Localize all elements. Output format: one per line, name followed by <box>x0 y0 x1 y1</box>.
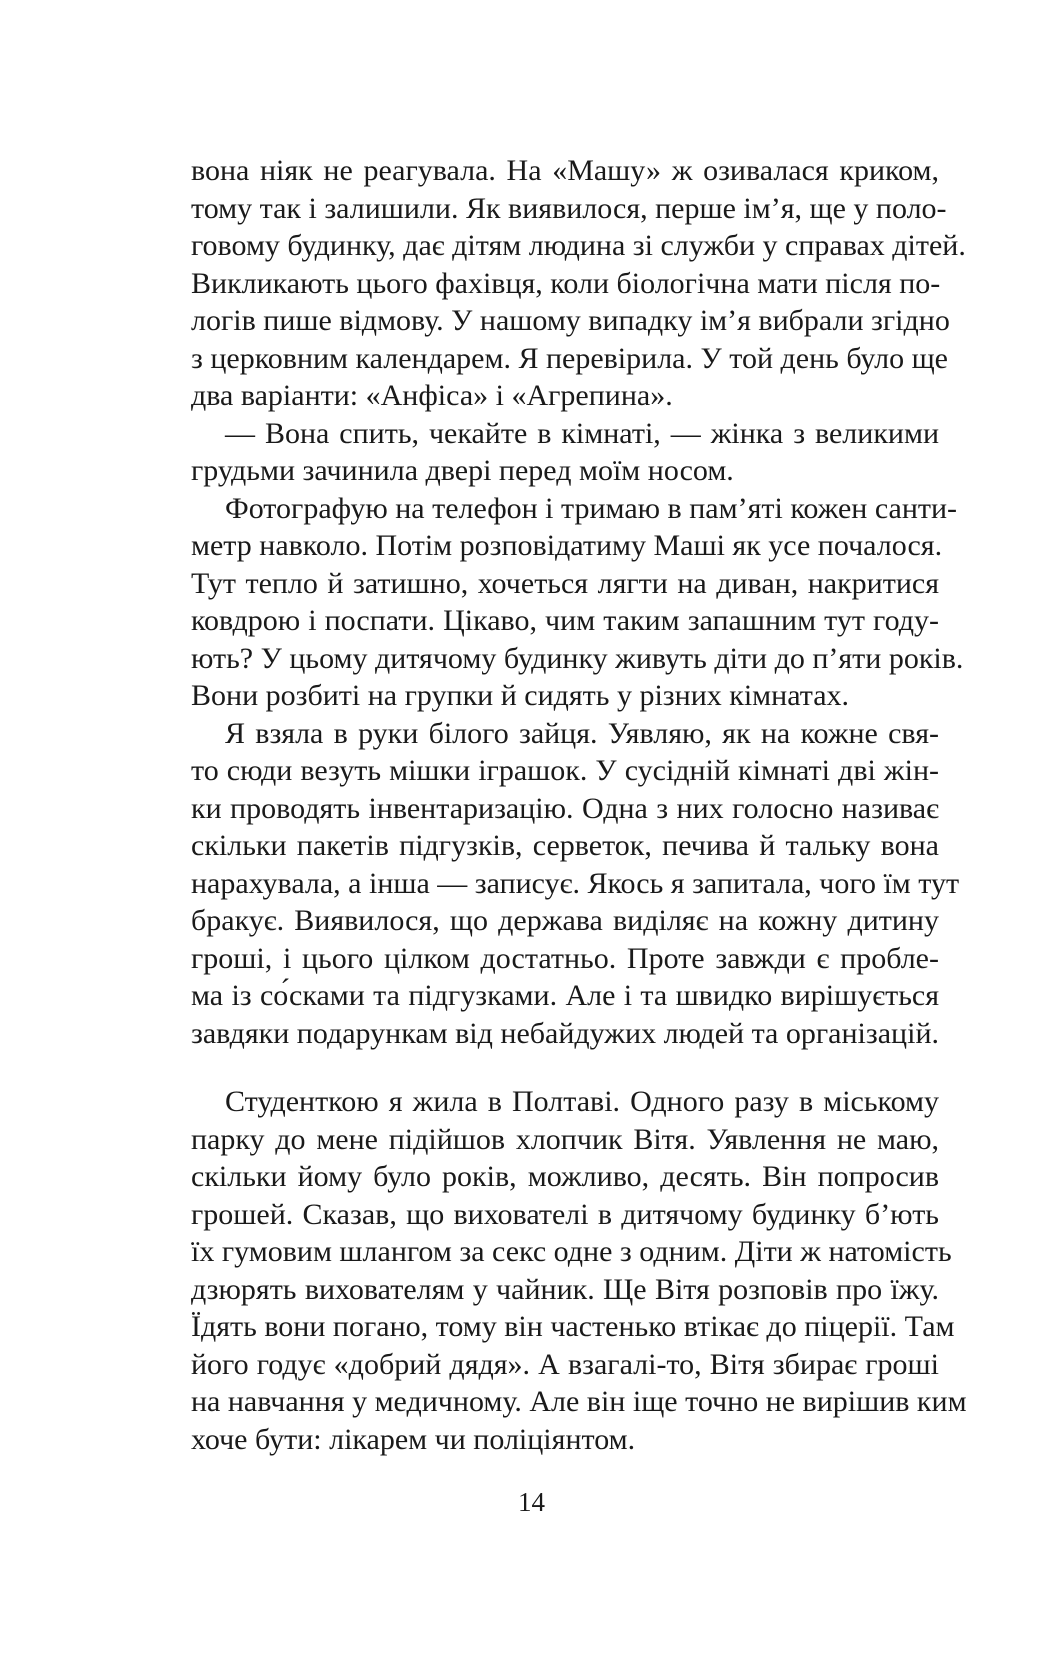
text-line: гроші, і цього цілком достатньо. Проте завжди є пробле- <box>191 941 939 975</box>
text-line: з церковним календарем. Я перевірила. У той день було ще <box>191 341 949 375</box>
text-line: парку до мене підійшов хлопчик Вітя. Уявлення не маю, <box>191 1122 939 1156</box>
text-line: Тут тепло й затишно, хочеться лягти на диван, накритися <box>191 566 939 600</box>
text-line: Фотографую на телефон і тримаю в пам’яті кожен санти- <box>225 491 958 525</box>
text-line: дзюрять вихователям у чайник. Ще Вітя розповів про їжу. <box>191 1272 939 1306</box>
text-line: Викликають цього фахівця, коли біологічна мати після по- <box>191 266 941 300</box>
text-line: логів пише відмову. У нашому випадку ім’я вибрали згідно <box>191 304 950 337</box>
text-line: нарахувала, а інша — записує. Якось я запитала, чого їм тут <box>191 866 960 900</box>
text-line: ма із со́сками та підгузками. Але і та швидко вирішується <box>191 979 939 1012</box>
text-block-second <box>191 1083 967 1458</box>
text-line: Вони розбиті на групки й сидять у різних кімнатах. <box>191 679 850 712</box>
text-line: завдяки подарункам від небайдужих людей та організацій. <box>191 1016 939 1050</box>
text-block-first <box>191 152 966 1052</box>
text-line: ють? У цьому дитячому будинку живуть діти до п’яти років. <box>191 641 964 675</box>
text-line: на навчання у медичному. Але він іще точно не вирішив ким <box>191 1385 967 1418</box>
text-line: два варіанти: «Анфіса» і «Агрепина». <box>191 379 673 412</box>
text-line: метр навколо. Потім розповідатиму Маші як усе почалося. <box>191 529 943 562</box>
text-line: грошей. Сказав, що вихователі в дитячому будинку б’ють <box>191 1197 939 1231</box>
text-line: ковдрою і поспати. Цікаво, чим таким запашним тут году- <box>191 604 939 637</box>
text-line: їх гумовим шлангом за секс одне з одним. Діти ж натомість <box>191 1235 952 1268</box>
page-number: 14 <box>518 1487 545 1517</box>
text-line: тому так і залишили. Як виявилося, перше ім’я, ще у поло- <box>191 191 947 225</box>
text-line: його годує «добрий дядя». А взагалі-то, Вітя збирає гроші <box>191 1347 939 1381</box>
text-line: скільки йому було років, можливо, десять. Він попросив <box>191 1160 939 1193</box>
text-line: то сюди везуть мішки іграшок. У сусідній кімнаті дві жін- <box>191 754 939 787</box>
text-line: ки проводять інвентаризацію. Одна з них голосно називає <box>191 791 939 825</box>
text-line: Я взяла в руки білого зайця. Уявляю, як на кожне свя- <box>225 716 939 750</box>
text-line: грудьми зачинила двері перед моїм носом. <box>191 454 734 487</box>
text-line: скільки пакетів підгузків, серветок, печива й тальку вона <box>191 829 939 862</box>
text-line: бракує. Виявилося, що держава виділяє на кожну дитину <box>191 904 939 937</box>
text-line: говому будинку, дає дітям людина зі служби у справах дітей. <box>191 229 966 262</box>
text-line: Студенткою я жила в Полтаві. Одного разу в міському <box>225 1085 939 1118</box>
text-line: — Вона спить, чекайте в кімнаті, — жінка з великими <box>225 416 939 450</box>
text-line: вона ніяк не реагувала. На «Машу» ж озивалася криком, <box>191 154 939 187</box>
text-line: хоче бути: лікарем чи поліціянтом. <box>191 1422 636 1456</box>
text-line: Їдять вони погано, тому він частенько втікає до піцерії. Там <box>191 1310 955 1343</box>
